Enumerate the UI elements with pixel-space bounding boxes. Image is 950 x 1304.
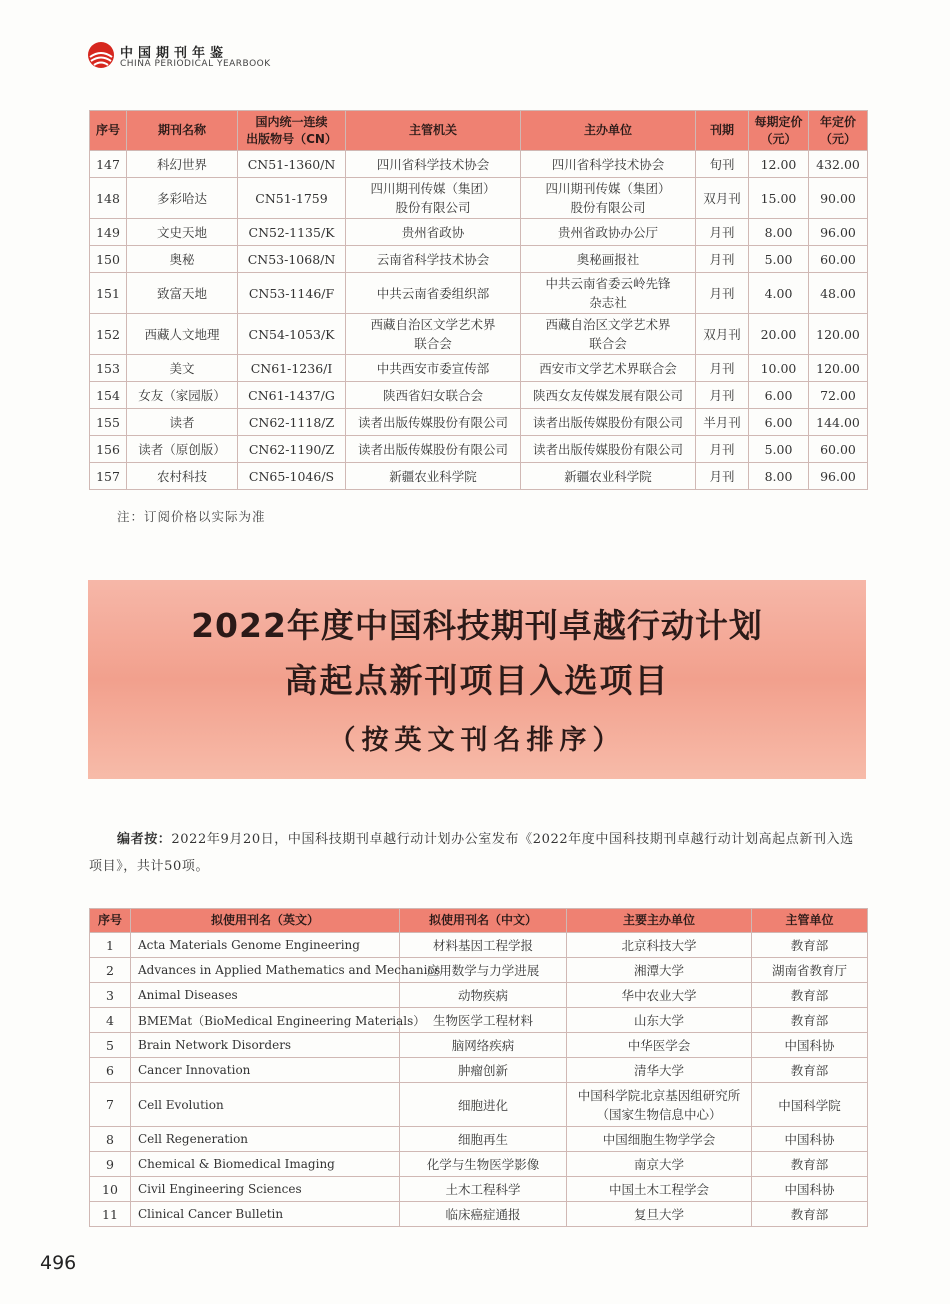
cell-title-en: Clinical Cancer Bulletin — [131, 1202, 400, 1227]
cell-no: 148 — [90, 178, 127, 219]
cell-price: 12.00 — [749, 151, 809, 178]
header-title-cn: 中国期刊年鉴 — [120, 46, 229, 61]
cell-admin: 读者出版传媒股份有限公司 — [346, 436, 521, 463]
column-header: 序号 — [90, 909, 131, 933]
cell-no: 147 — [90, 151, 127, 178]
cell-frequency: 月刊 — [696, 273, 749, 314]
column-header: 拟使用刊名（中文） — [400, 909, 567, 933]
header-line: 序号 — [95, 123, 120, 137]
cell-name: 文史天地 — [127, 219, 238, 246]
cell-sponsor: 华中农业大学 — [567, 983, 752, 1008]
header-line: 国内统一连续 — [255, 114, 328, 129]
cell-line: 股份有限公司 — [570, 200, 646, 215]
cell-sponsor: 复旦大学 — [567, 1202, 752, 1227]
table-row — [90, 178, 868, 219]
cell-name: 农村科技 — [127, 463, 238, 490]
cell-annual-price: 96.00 — [809, 219, 868, 246]
cell-no: 4 — [90, 1008, 131, 1033]
cell-line: 西藏自治区文学艺术界 — [370, 317, 496, 332]
cell-title-en: Chemical & Biomedical Imaging — [131, 1152, 400, 1177]
cell-sponsor — [521, 314, 696, 355]
cell-name: 多彩哈达 — [127, 178, 238, 219]
cell-sponsor: 贵州省政协办公厅 — [521, 219, 696, 246]
cell-line: 四川期刊传媒（集团） — [545, 181, 671, 196]
column-header: 拟使用刊名（英文） — [131, 909, 400, 933]
cell-title-cn: 脑网络疾病 — [400, 1033, 567, 1058]
column-header — [238, 111, 346, 151]
cell-no: 1 — [90, 933, 131, 958]
cell-title-cn: 细胞再生 — [400, 1127, 567, 1152]
cell-frequency: 月刊 — [696, 463, 749, 490]
table-row — [90, 273, 868, 314]
cell-sponsor — [567, 1083, 752, 1127]
cell-price: 10.00 — [749, 355, 809, 382]
cell-name: 西藏人文地理 — [127, 314, 238, 355]
cell-name: 读者（原创版） — [127, 436, 238, 463]
table-row — [90, 1152, 868, 1177]
table-row — [90, 983, 868, 1008]
banner-subtitle: （按英文刊名排序） — [328, 725, 626, 756]
cell-admin: 教育部 — [752, 1152, 868, 1177]
cell-admin: 教育部 — [752, 983, 868, 1008]
header-line: （元） — [760, 131, 797, 146]
cell-title-en: Animal Diseases — [131, 983, 400, 1008]
cell-no: 5 — [90, 1033, 131, 1058]
table-row — [90, 1083, 868, 1127]
table-row — [90, 463, 868, 490]
cell-frequency: 月刊 — [696, 355, 749, 382]
column-header — [749, 111, 809, 151]
cell-admin: 四川省科学技术协会 — [346, 151, 521, 178]
cell-line: 中国科学院北京基因组研究所 — [577, 1087, 741, 1103]
cell-no: 3 — [90, 983, 131, 1008]
cell-title-en: Cell Regeneration — [131, 1127, 400, 1152]
cell-title-en: Cancer Innovation — [131, 1058, 400, 1083]
cell-no: 11 — [90, 1202, 131, 1227]
cell-no: 152 — [90, 314, 127, 355]
cell-title-cn: 材料基因工程学报 — [400, 933, 567, 958]
cell-cn: CN52-1135/K — [238, 219, 346, 246]
table-row — [90, 246, 868, 273]
cell-frequency: 旬刊 — [696, 151, 749, 178]
cell-annual-price: 432.00 — [809, 151, 868, 178]
table-row — [90, 1033, 868, 1058]
cell-title-en: BMEMat（BioMedical Engineering Materials） — [131, 1008, 400, 1033]
cell-sponsor — [521, 178, 696, 219]
cell-admin: 中国科协 — [752, 1127, 868, 1152]
cell-admin: 读者出版传媒股份有限公司 — [346, 409, 521, 436]
cell-cn: CN53-1068/N — [238, 246, 346, 273]
cell-frequency: 月刊 — [696, 382, 749, 409]
cell-title-cn: 化学与生物医学影像 — [400, 1152, 567, 1177]
cell-admin: 云南省科学技术协会 — [346, 246, 521, 273]
cell-no: 149 — [90, 219, 127, 246]
cell-annual-price: 120.00 — [809, 314, 868, 355]
cell-line: 中共云南省委云岭先锋 — [545, 276, 671, 291]
cell-price: 8.00 — [749, 219, 809, 246]
cell-no: 10 — [90, 1177, 131, 1202]
cell-price: 15.00 — [749, 178, 809, 219]
table-row — [90, 219, 868, 246]
cell-cn: CN62-1190/Z — [238, 436, 346, 463]
column-header: 主管单位 — [752, 909, 868, 933]
cell-title-en: Advances in Applied Mathematics and Mechanics — [131, 958, 400, 983]
table-row — [90, 933, 868, 958]
cell-no: 151 — [90, 273, 127, 314]
table-row — [90, 958, 868, 983]
cell-annual-price: 120.00 — [809, 355, 868, 382]
column-header — [696, 111, 749, 151]
cell-admin: 湖南省教育厅 — [752, 958, 868, 983]
column-header — [127, 111, 238, 151]
cell-no: 2 — [90, 958, 131, 983]
cell-line: 西藏自治区文学艺术界 — [545, 317, 671, 332]
cell-price: 4.00 — [749, 273, 809, 314]
cell-admin: 陕西省妇女联合会 — [346, 382, 521, 409]
column-header: 主要主办单位 — [567, 909, 752, 933]
cell-sponsor: 读者出版传媒股份有限公司 — [521, 409, 696, 436]
cell-name: 致富天地 — [127, 273, 238, 314]
cell-sponsor: 陕西女友传媒发展有限公司 — [521, 382, 696, 409]
cell-name: 奥秘 — [127, 246, 238, 273]
header-title-en: CHINA PERIODICAL YEARBOOK — [120, 59, 271, 69]
new-journal-table — [89, 908, 868, 1227]
cell-line: 杂志社 — [589, 295, 627, 310]
cell-admin: 教育部 — [752, 1202, 868, 1227]
header-line: 主管机关 — [408, 123, 457, 137]
cell-no: 156 — [90, 436, 127, 463]
cell-name: 读者 — [127, 409, 238, 436]
cell-annual-price: 48.00 — [809, 273, 868, 314]
cell-admin: 新疆农业科学院 — [346, 463, 521, 490]
cell-no: 154 — [90, 382, 127, 409]
cell-sponsor: 中华医学会 — [567, 1033, 752, 1058]
cell-title-cn: 肿瘤创新 — [400, 1058, 567, 1083]
cell-admin — [346, 314, 521, 355]
cell-title-cn: 动物疾病 — [400, 983, 567, 1008]
header-line: 主办单位 — [583, 123, 632, 137]
header-line: 刊期 — [709, 123, 734, 137]
cell-frequency: 双月刊 — [696, 314, 749, 355]
cell-frequency: 月刊 — [696, 436, 749, 463]
cell-no: 150 — [90, 246, 127, 273]
cell-cn: CN62-1118/Z — [238, 409, 346, 436]
cell-line: 联合会 — [414, 336, 452, 351]
table-row — [90, 1058, 868, 1083]
editor-note-text: 2022年9月20日，中国科技期刊卓越行动计划办公室发布《2022年度中国科技期刊卓越行动计划高起点新刊入选项目》，共计50项。 — [89, 832, 854, 874]
cell-name: 女友（家园版） — [127, 382, 238, 409]
cell-price: 5.00 — [749, 246, 809, 273]
cell-cn: CN51-1759 — [238, 178, 346, 219]
cell-annual-price: 60.00 — [809, 246, 868, 273]
cell-title-en: Civil Engineering Sciences — [131, 1177, 400, 1202]
editor-note — [89, 826, 867, 880]
column-header — [521, 111, 696, 151]
cell-sponsor: 西安市文学艺术界联合会 — [521, 355, 696, 382]
cell-annual-price: 90.00 — [809, 178, 868, 219]
cell-frequency: 双月刊 — [696, 178, 749, 219]
editor-note-label: 编者按： — [117, 832, 172, 847]
cell-no: 157 — [90, 463, 127, 490]
cell-no: 9 — [90, 1152, 131, 1177]
cell-line: 股份有限公司 — [395, 200, 471, 215]
section-banner — [88, 580, 866, 779]
table-row — [90, 409, 868, 436]
cell-frequency: 半月刊 — [696, 409, 749, 436]
cell-annual-price: 72.00 — [809, 382, 868, 409]
table-row — [90, 1177, 868, 1202]
column-header — [90, 111, 127, 151]
cell-title-en: Cell Evolution — [131, 1083, 400, 1127]
table-row — [90, 151, 868, 178]
cell-sponsor: 湘潭大学 — [567, 958, 752, 983]
cell-no: 153 — [90, 355, 127, 382]
cell-name: 美文 — [127, 355, 238, 382]
cell-admin: 教育部 — [752, 1008, 868, 1033]
table-row — [90, 355, 868, 382]
table-row — [90, 436, 868, 463]
banner-title-line1: 2022年度中国科技期刊卓越行动计划 — [191, 606, 763, 645]
periodical-price-table — [89, 110, 868, 490]
cell-title-cn: 临床癌症通报 — [400, 1202, 567, 1227]
cell-price: 8.00 — [749, 463, 809, 490]
cell-no: 155 — [90, 409, 127, 436]
cell-admin — [346, 178, 521, 219]
cell-admin: 中国科学院 — [752, 1083, 868, 1127]
cell-sponsor: 中国土木工程学会 — [567, 1177, 752, 1202]
cell-title-cn: 细胞进化 — [400, 1083, 567, 1127]
header-line: 出版物号（CN） — [246, 131, 337, 146]
cell-line: 联合会 — [589, 336, 627, 351]
header-row — [90, 111, 868, 151]
cell-no: 8 — [90, 1127, 131, 1152]
cell-frequency: 月刊 — [696, 219, 749, 246]
banner-title-line2: 高起点新刊项目入选项目 — [284, 661, 670, 700]
cell-sponsor: 奥秘画报社 — [521, 246, 696, 273]
cell-admin: 教育部 — [752, 1058, 868, 1083]
cell-sponsor: 四川省科学技术协会 — [521, 151, 696, 178]
cell-line: （国家生物信息中心） — [596, 1106, 722, 1122]
table-row — [90, 1202, 868, 1227]
cell-admin: 贵州省政协 — [346, 219, 521, 246]
cell-sponsor: 北京科技大学 — [567, 933, 752, 958]
cell-cn: CN61-1236/I — [238, 355, 346, 382]
header-line: 年定价 — [819, 114, 856, 129]
cell-admin: 中共西安市委宣传部 — [346, 355, 521, 382]
cell-title-en: Brain Network Disorders — [131, 1033, 400, 1058]
cell-title-cn: 土木工程科学 — [400, 1177, 567, 1202]
cell-price: 20.00 — [749, 314, 809, 355]
column-header — [809, 111, 868, 151]
cell-cn: CN65-1046/S — [238, 463, 346, 490]
header-line: （元） — [819, 131, 856, 146]
header-line: 每期定价 — [754, 114, 803, 129]
cell-cn: CN51-1360/N — [238, 151, 346, 178]
price-note: 注：订阅价格以实际为准 — [117, 509, 266, 524]
cell-annual-price: 60.00 — [809, 436, 868, 463]
cell-cn: CN61-1437/G — [238, 382, 346, 409]
cell-annual-price: 96.00 — [809, 463, 868, 490]
cell-frequency: 月刊 — [696, 246, 749, 273]
table-row — [90, 382, 868, 409]
header-row — [90, 909, 868, 933]
cell-cn: CN54-1053/K — [238, 314, 346, 355]
table-row — [90, 1127, 868, 1152]
cell-price: 6.00 — [749, 409, 809, 436]
cell-sponsor: 中国细胞生物学学会 — [567, 1127, 752, 1152]
cell-admin: 中国科协 — [752, 1033, 868, 1058]
cell-line: 四川期刊传媒（集团） — [370, 181, 496, 196]
cell-sponsor: 读者出版传媒股份有限公司 — [521, 436, 696, 463]
cell-sponsor: 新疆农业科学院 — [521, 463, 696, 490]
column-header — [346, 111, 521, 151]
cell-sponsor — [521, 273, 696, 314]
page-number: 496 — [40, 1252, 77, 1274]
cell-admin: 中国科协 — [752, 1177, 868, 1202]
cell-price: 6.00 — [749, 382, 809, 409]
cell-cn: CN53-1146/F — [238, 273, 346, 314]
cell-name: 科幻世界 — [127, 151, 238, 178]
table-row — [90, 1008, 868, 1033]
cell-sponsor: 南京大学 — [567, 1152, 752, 1177]
cell-title-en: Acta Materials Genome Engineering — [131, 933, 400, 958]
cell-title-cn: 生物医学工程材料 — [400, 1008, 567, 1033]
yearbook-logo-icon — [86, 40, 116, 70]
cell-admin: 中共云南省委组织部 — [346, 273, 521, 314]
cell-annual-price: 144.00 — [809, 409, 868, 436]
cell-price: 5.00 — [749, 436, 809, 463]
header-line: 期刊名称 — [157, 123, 206, 137]
cell-no: 7 — [90, 1083, 131, 1127]
cell-sponsor: 山东大学 — [567, 1008, 752, 1033]
table-row — [90, 314, 868, 355]
cell-sponsor: 清华大学 — [567, 1058, 752, 1083]
cell-title-cn: 应用数学与力学进展 — [400, 958, 567, 983]
cell-admin: 教育部 — [752, 933, 868, 958]
cell-no: 6 — [90, 1058, 131, 1083]
